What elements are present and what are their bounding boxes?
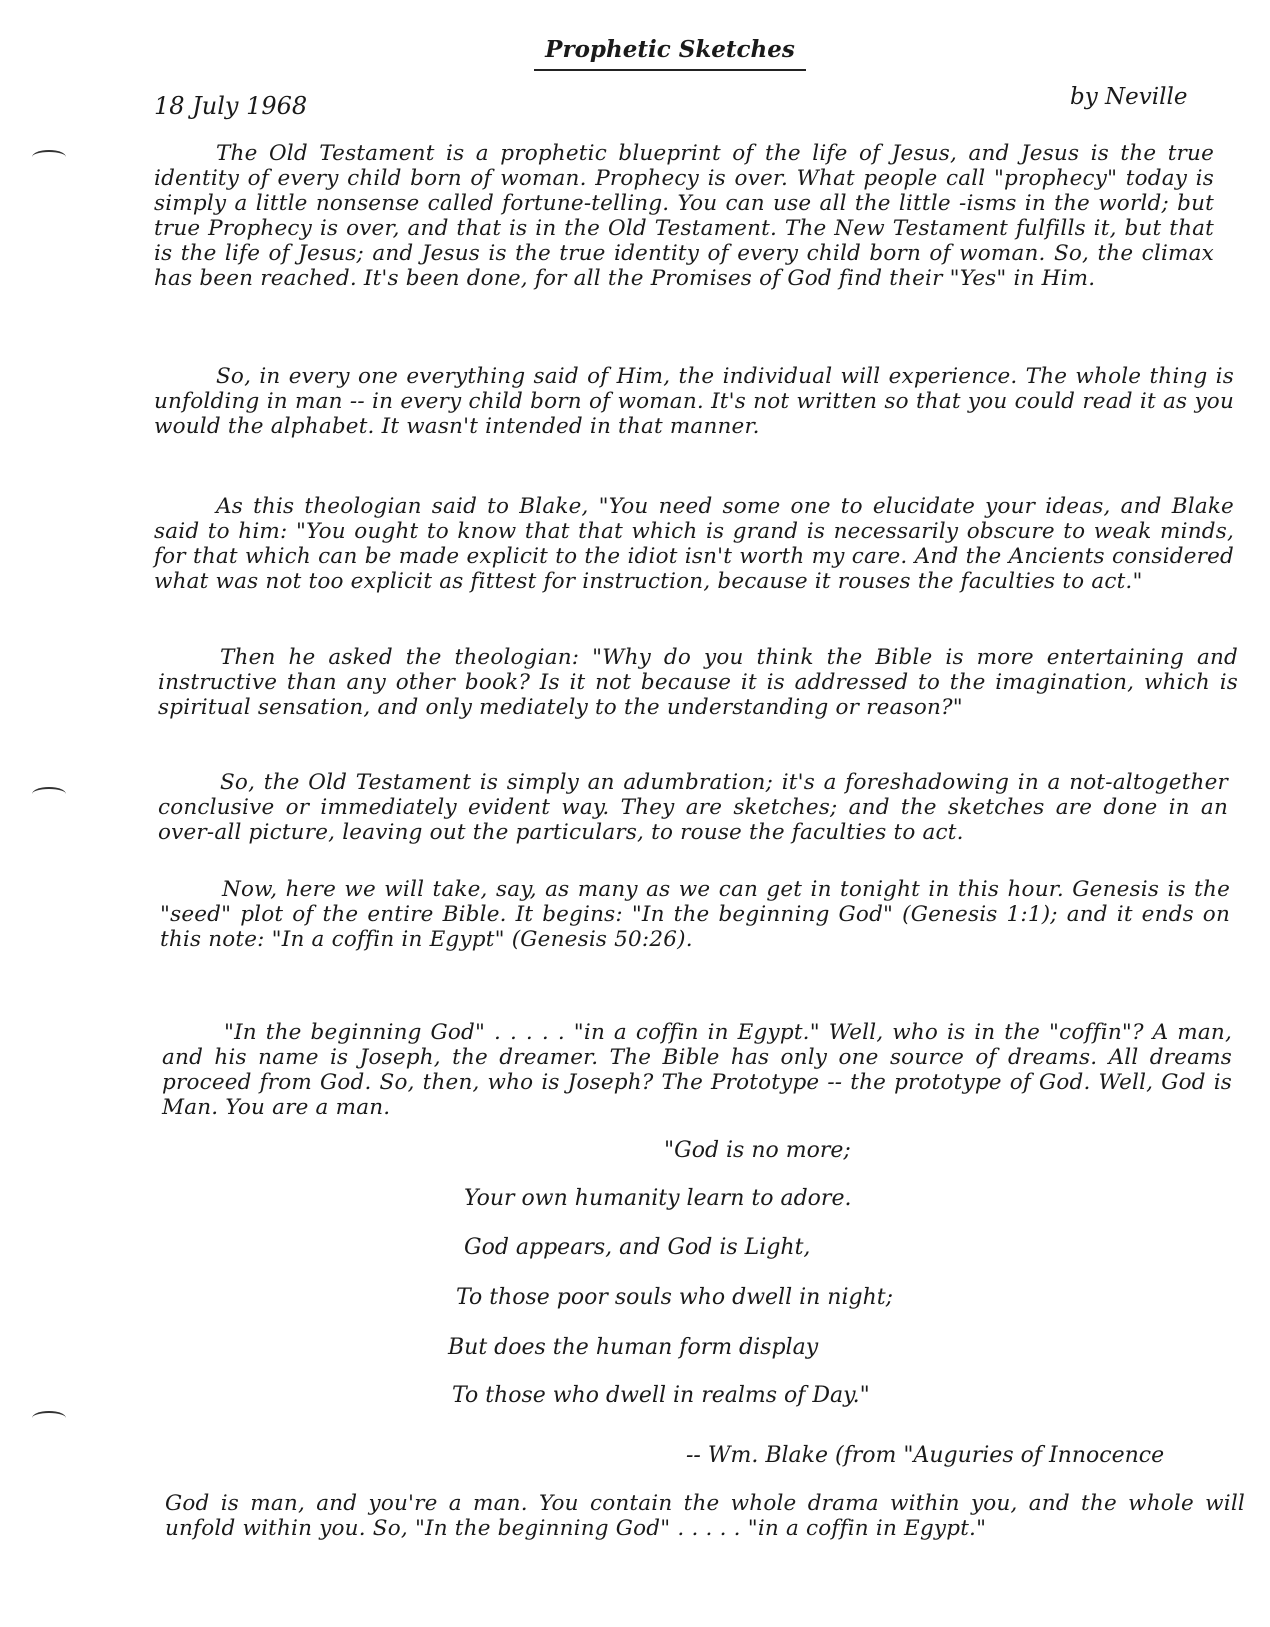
paragraph: So, in every one everything said of Him, the individual will experience. The whole thing is unfolding in man -- in every child born of woman. It's not written so that you could read it as you would the alphabet. It wasn't intended in that manner. (154, 364, 1234, 439)
title-underline (534, 69, 806, 71)
punch-hole-mark (32, 150, 66, 164)
paragraph: "In the beginning God" . . . . . "in a coffin in Egypt." Well, who is in the "coffin"? A man, and his name is Joseph, the dreamer. The Bible has only one source of dreams. All dreams proceed from God. So, then, who is Joseph? The Prototype -- the prototype of God. Well, God is Man. You are a man. (162, 1020, 1232, 1120)
document-title: Prophetic Sketches (545, 36, 795, 63)
punch-hole-mark (32, 1411, 66, 1425)
paragraph: The Old Testament is a prophetic blueprint of the life of Jesus, and Jesus is the true identity of every child born of woman. Prophecy is over. What people call "prophecy" today is simply a little nonsense called fortune-telling. You can use all the little -isms in the world; but true Prophecy is over, and that is in the Old Testament. The New Testament fulfills it, but that is the life of Jesus; and Jesus is the true identity of every child born of woman. So, the climax has been reached. It's been done, for all the Promises of God find their "Yes" in Him. (154, 141, 1214, 291)
poem-attribution: -- Wm. Blake (from "Auguries of Innocence (686, 1443, 1165, 1468)
punch-hole-mark (32, 787, 66, 801)
lecture-date: 18 July 1968 (154, 92, 308, 120)
paragraph: Now, here we will take, say, as many as we can get in tonight in this hour. Genesis is the "seed" plot of the entire Bible. It begins: "In the beginning God" (Genesis 1:1); and it ends on this note: "In a coffin in Egypt" (Genesis 50:26). (160, 877, 1230, 952)
poem-line: God appears, and God is Light, (464, 1235, 811, 1260)
author-byline: by Neville (1070, 84, 1188, 110)
poem-line: To those who dwell in realms of Day." (452, 1383, 870, 1408)
closing-paragraph: God is man, and you're a man. You contain the whole drama within you, and the whole will unfold within you. So, "In the beginning God" . . . . . "in a coffin in Egypt." (165, 1491, 1245, 1541)
poem-line: To those poor souls who dwell in night; (456, 1285, 894, 1310)
paragraph: So, the Old Testament is simply an adumbration; it's a foreshadowing in a not-altogether conclusive or immediately evident way. They are sketches; and the sketches are done in an over-all picture, leaving out the particulars, to rouse the faculties to act. (158, 770, 1228, 845)
poem-line: But does the human form display (448, 1335, 819, 1360)
paragraph: Then he asked the theologian: "Why do you think the Bible is more entertaining and instructive than any other book? Is it not because it is addressed to the imagination, which is spiritual sensation, and only mediately to the understanding or reason?" (158, 645, 1238, 720)
poem-line: "God is no more; (664, 1138, 851, 1163)
paragraph: As this theologian said to Blake, "You need some one to elucidate your ideas, and Blake said to him: "You ought to know that that which is grand is necessarily obscure to weak minds, for that which can be made explicit to the idiot isn't worth my care. And the Ancients considered what was not too explicit as fittest for instruction, because it rouses the faculties to act." (154, 494, 1234, 594)
poem-line: Your own humanity learn to adore. (464, 1186, 852, 1211)
